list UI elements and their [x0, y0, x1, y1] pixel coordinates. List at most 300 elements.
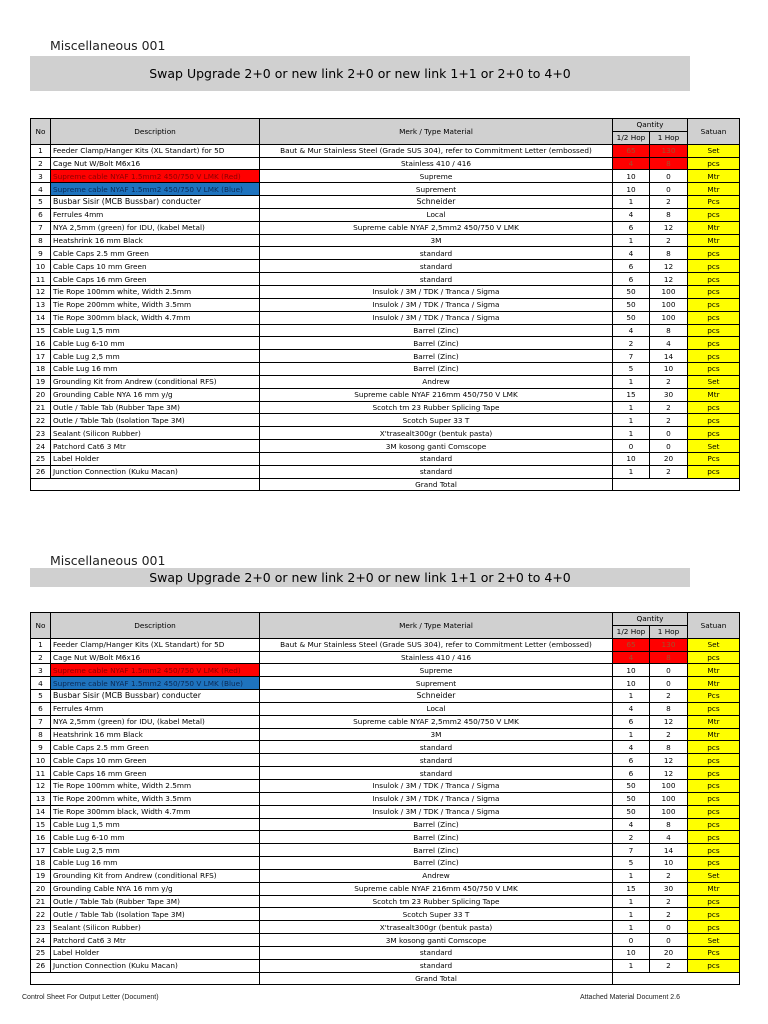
row-unit: Set: [688, 144, 740, 157]
row-qty-one-hop: 10: [650, 857, 688, 870]
row-no: 8: [31, 234, 51, 247]
row-no: 21: [31, 895, 51, 908]
row-merk: Insulok / 3M / TDK / Tranca / Sigma: [260, 311, 613, 324]
row-qty-half-hop: 6: [613, 221, 650, 234]
row-description: Busbar Sisir (MCB Bussbar) conducter: [51, 690, 260, 703]
row-description: Busbar Sisir (MCB Bussbar) conducter: [51, 196, 260, 209]
row-qty-one-hop: 130: [650, 144, 688, 157]
row-no: 25: [31, 452, 51, 465]
row-no: 9: [31, 247, 51, 260]
row-description: Cable Lug 2,5 mm: [51, 844, 260, 857]
header-half-hop: 1/2 Hop: [613, 625, 650, 638]
header-unit: Satuan: [688, 613, 740, 639]
row-qty-one-hop: 12: [650, 715, 688, 728]
table-row: [31, 857, 740, 870]
header-merk: Merk / Type Material: [260, 613, 613, 639]
row-qty-half-hop: 4: [613, 247, 650, 260]
grand-total-row: [31, 972, 740, 985]
row-qty-half-hop: 4: [613, 818, 650, 831]
row-description: Grounding Kit from Andrew (conditional RFS): [51, 375, 260, 388]
row-unit: Mtr: [688, 234, 740, 247]
row-no: 26: [31, 465, 51, 478]
row-qty-half-hop: 1: [613, 401, 650, 414]
row-description: Feeder Clamp/Hanger Kits (XL Standart) for 5D: [51, 144, 260, 157]
row-no: 18: [31, 857, 51, 870]
row-no: 7: [31, 221, 51, 234]
row-unit: pcs: [688, 754, 740, 767]
row-unit: pcs: [688, 363, 740, 376]
table-row: [31, 651, 740, 664]
row-no: 19: [31, 375, 51, 388]
row-merk: Schneider: [260, 690, 613, 703]
row-merk: Scotch Super 33 T: [260, 414, 613, 427]
row-qty-one-hop: 8: [650, 741, 688, 754]
table-row: [31, 363, 740, 376]
table-row: [31, 401, 740, 414]
row-description: Heatshrink 16 mm Black: [51, 728, 260, 741]
table-row: [31, 767, 740, 780]
table-row: [31, 959, 740, 972]
table-row: [31, 375, 740, 388]
table-row: [31, 465, 740, 478]
row-unit: pcs: [688, 651, 740, 664]
table-row: [31, 946, 740, 959]
row-qty-one-hop: 8: [650, 324, 688, 337]
row-qty-half-hop: 6: [613, 260, 650, 273]
table-row: [31, 805, 740, 818]
row-qty-half-hop: 50: [613, 285, 650, 298]
row-qty-half-hop: 4: [613, 651, 650, 664]
row-description: NYA 2,5mm (green) for IDU, (kabel Metal): [51, 221, 260, 234]
row-qty-one-hop: 8: [650, 208, 688, 221]
row-unit: pcs: [688, 702, 740, 715]
header-unit: Satuan: [688, 119, 740, 145]
row-qty-one-hop: 0: [650, 934, 688, 947]
row-description: Grounding Cable NYA 16 mm y/g: [51, 388, 260, 401]
row-unit: pcs: [688, 792, 740, 805]
header-merk: Merk / Type Material: [260, 119, 613, 145]
table-row: [31, 337, 740, 350]
row-merk: standard: [260, 754, 613, 767]
row-merk: standard: [260, 273, 613, 286]
row-unit: pcs: [688, 337, 740, 350]
row-qty-one-hop: 0: [650, 183, 688, 196]
row-description: Patchord Cat6 3 Mtr: [51, 934, 260, 947]
row-qty-half-hop: 1: [613, 869, 650, 882]
grand-total-row: [31, 478, 740, 491]
row-unit: pcs: [688, 285, 740, 298]
row-description: Cable Caps 10 mm Green: [51, 260, 260, 273]
row-qty-half-hop: 50: [613, 298, 650, 311]
row-qty-one-hop: 12: [650, 260, 688, 273]
row-unit: pcs: [688, 311, 740, 324]
table-row: [31, 638, 740, 651]
row-description: Junction Connection (Kuku Macan): [51, 959, 260, 972]
row-merk: Insulok / 3M / TDK / Tranca / Sigma: [260, 298, 613, 311]
table-row: [31, 818, 740, 831]
table-row: [31, 702, 740, 715]
row-no: 16: [31, 831, 51, 844]
table-row: [31, 882, 740, 895]
row-no: 22: [31, 414, 51, 427]
row-qty-one-hop: 0: [650, 427, 688, 440]
row-no: 13: [31, 792, 51, 805]
grand-total-value: [613, 478, 740, 491]
row-qty-half-hop: 0: [613, 440, 650, 453]
table-row: [31, 350, 740, 363]
row-unit: Mtr: [688, 715, 740, 728]
row-no: 19: [31, 869, 51, 882]
row-unit: pcs: [688, 921, 740, 934]
row-description: NYA 2,5mm (green) for IDU, (kabel Metal): [51, 715, 260, 728]
row-qty-half-hop: 6: [613, 767, 650, 780]
row-unit: pcs: [688, 208, 740, 221]
row-qty-half-hop: 4: [613, 157, 650, 170]
row-unit: Mtr: [688, 221, 740, 234]
row-qty-half-hop: 6: [613, 273, 650, 286]
row-description: Junction Connection (Kuku Macan): [51, 465, 260, 478]
row-merk: Insulok / 3M / TDK / Tranca / Sigma: [260, 805, 613, 818]
row-qty-one-hop: 10: [650, 363, 688, 376]
row-qty-half-hop: 1: [613, 196, 650, 209]
row-no: 18: [31, 363, 51, 376]
row-merk: Local: [260, 702, 613, 715]
row-qty-half-hop: 1: [613, 908, 650, 921]
row-description: Supreme cable NYAF 1.5mm2 450/750 V LMK (Red): [51, 170, 260, 183]
row-qty-one-hop: 2: [650, 728, 688, 741]
row-no: 17: [31, 350, 51, 363]
row-unit: pcs: [688, 324, 740, 337]
row-qty-half-hop: 6: [613, 754, 650, 767]
row-qty-one-hop: 2: [650, 414, 688, 427]
row-qty-one-hop: 2: [650, 895, 688, 908]
row-unit: pcs: [688, 959, 740, 972]
row-qty-half-hop: 4: [613, 208, 650, 221]
row-unit: pcs: [688, 908, 740, 921]
row-unit: pcs: [688, 767, 740, 780]
row-description: Cable Caps 16 mm Green: [51, 767, 260, 780]
materials-table: [30, 612, 740, 985]
row-merk: Suprement: [260, 677, 613, 690]
row-qty-half-hop: 50: [613, 792, 650, 805]
row-no: 6: [31, 208, 51, 221]
row-description: Tie Rope 100mm white, Width 2.5mm: [51, 285, 260, 298]
row-merk: Supreme cable NYAF 216mm 450/750 V LMK: [260, 388, 613, 401]
row-no: 13: [31, 298, 51, 311]
row-merk: Insulok / 3M / TDK / Tranca / Sigma: [260, 792, 613, 805]
row-merk: Scotch Super 33 T: [260, 908, 613, 921]
row-qty-half-hop: 7: [613, 350, 650, 363]
row-description: Outle / Table Tab (Isolation Tape 3M): [51, 414, 260, 427]
row-unit: Mtr: [688, 170, 740, 183]
row-no: 20: [31, 388, 51, 401]
row-description: Outle / Table Tab (Rubber Tape 3M): [51, 401, 260, 414]
row-qty-half-hop: 1: [613, 465, 650, 478]
table-row: [31, 690, 740, 703]
row-no: 10: [31, 260, 51, 273]
row-qty-one-hop: 20: [650, 452, 688, 465]
row-qty-half-hop: 1: [613, 959, 650, 972]
row-qty-half-hop: 10: [613, 170, 650, 183]
row-merk: standard: [260, 247, 613, 260]
row-qty-one-hop: 14: [650, 844, 688, 857]
row-description: Cable Caps 10 mm Green: [51, 754, 260, 767]
banner-title: Swap Upgrade 2+0 or new link 2+0 or new link 1+1 or 2+0 to 4+0: [30, 568, 690, 587]
table-row: [31, 273, 740, 286]
row-qty-half-hop: 1: [613, 234, 650, 247]
row-no: 21: [31, 401, 51, 414]
row-merk: Local: [260, 208, 613, 221]
row-no: 1: [31, 144, 51, 157]
row-no: 15: [31, 324, 51, 337]
row-description: Cable Lug 1,5 mm: [51, 324, 260, 337]
row-qty-half-hop: 10: [613, 452, 650, 465]
row-qty-one-hop: 4: [650, 337, 688, 350]
table-row: [31, 247, 740, 260]
row-description: Ferrules 4mm: [51, 702, 260, 715]
row-no: 12: [31, 285, 51, 298]
row-qty-half-hop: 2: [613, 337, 650, 350]
row-qty-one-hop: 100: [650, 311, 688, 324]
materials-table: [30, 118, 740, 491]
table-row: [31, 440, 740, 453]
row-description: Cable Lug 6-10 mm: [51, 337, 260, 350]
grand-total-spacer: [31, 972, 260, 985]
row-merk: standard: [260, 767, 613, 780]
row-qty-half-hop: 7: [613, 844, 650, 857]
row-merk: Baut & Mur Stainless Steel (Grade SUS 304), refer to Commitment Letter (embossed): [260, 638, 613, 651]
row-qty-one-hop: 2: [650, 401, 688, 414]
table-body: [31, 638, 740, 985]
row-qty-half-hop: 50: [613, 805, 650, 818]
row-merk: Insulok / 3M / TDK / Tranca / Sigma: [260, 779, 613, 792]
table-row: [31, 831, 740, 844]
row-unit: pcs: [688, 857, 740, 870]
row-merk: Insulok / 3M / TDK / Tranca / Sigma: [260, 285, 613, 298]
row-unit: pcs: [688, 427, 740, 440]
row-merk: Stainless 410 / 416: [260, 157, 613, 170]
row-unit: pcs: [688, 805, 740, 818]
row-merk: Barrel (Zinc): [260, 324, 613, 337]
table-row: [31, 170, 740, 183]
row-qty-one-hop: 8: [650, 157, 688, 170]
header-quantity: Qantity: [613, 119, 688, 132]
row-no: 12: [31, 779, 51, 792]
row-qty-one-hop: 30: [650, 388, 688, 401]
row-qty-one-hop: 8: [650, 651, 688, 664]
row-description: Cable Caps 16 mm Green: [51, 273, 260, 286]
row-unit: Mtr: [688, 388, 740, 401]
row-qty-one-hop: 8: [650, 247, 688, 260]
row-qty-half-hop: 5: [613, 857, 650, 870]
row-qty-half-hop: 2: [613, 831, 650, 844]
row-merk: Supreme cable NYAF 216mm 450/750 V LMK: [260, 882, 613, 895]
table-row: [31, 754, 740, 767]
row-no: 16: [31, 337, 51, 350]
row-description: Sealant (Silicon Rubber): [51, 921, 260, 934]
row-unit: pcs: [688, 831, 740, 844]
row-unit: Mtr: [688, 183, 740, 196]
row-merk: Barrel (Zinc): [260, 337, 613, 350]
row-no: 25: [31, 946, 51, 959]
header-description: Description: [51, 119, 260, 145]
table-row: [31, 664, 740, 677]
row-merk: 3M: [260, 728, 613, 741]
row-unit: Set: [688, 375, 740, 388]
row-unit: pcs: [688, 350, 740, 363]
row-description: Label Holder: [51, 946, 260, 959]
row-qty-one-hop: 2: [650, 375, 688, 388]
table-row: [31, 895, 740, 908]
row-qty-half-hop: 15: [613, 388, 650, 401]
row-description: Tie Rope 300mm black, Width 4.7mm: [51, 311, 260, 324]
row-merk: Barrel (Zinc): [260, 857, 613, 870]
row-description: Sealant (Silicon Rubber): [51, 427, 260, 440]
row-merk: Andrew: [260, 869, 613, 882]
row-description: Cable Caps 2.5 mm Green: [51, 247, 260, 260]
row-no: 2: [31, 651, 51, 664]
row-qty-one-hop: 0: [650, 170, 688, 183]
row-description: Cage Nut W/Bolt M6x16: [51, 651, 260, 664]
row-qty-one-hop: 100: [650, 805, 688, 818]
row-merk: standard: [260, 465, 613, 478]
row-qty-one-hop: 2: [650, 465, 688, 478]
row-unit: Pcs: [688, 946, 740, 959]
row-qty-one-hop: 0: [650, 664, 688, 677]
row-description: Cable Lug 16 mm: [51, 363, 260, 376]
table-body: [31, 144, 740, 491]
row-merk: Barrel (Zinc): [260, 363, 613, 376]
row-merk: Scotch tm 23 Rubber Splicing Tape: [260, 895, 613, 908]
table-row: [31, 728, 740, 741]
section-title: Miscellaneous 001: [50, 38, 166, 53]
row-description: Heatshrink 16 mm Black: [51, 234, 260, 247]
table-row: [31, 452, 740, 465]
row-description: Tie Rope 300mm black, Width 4.7mm: [51, 805, 260, 818]
table-row: [31, 779, 740, 792]
row-description: Grounding Kit from Andrew (conditional RFS): [51, 869, 260, 882]
row-unit: Pcs: [688, 452, 740, 465]
row-description: Tie Rope 200mm white, Width 3.5mm: [51, 298, 260, 311]
row-unit: Mtr: [688, 728, 740, 741]
row-qty-half-hop: 0: [613, 934, 650, 947]
row-merk: Supreme: [260, 664, 613, 677]
row-no: 2: [31, 157, 51, 170]
row-qty-one-hop: 14: [650, 350, 688, 363]
row-no: 23: [31, 427, 51, 440]
row-merk: 3M: [260, 234, 613, 247]
row-no: 24: [31, 440, 51, 453]
table-row: [31, 427, 740, 440]
table-row: [31, 208, 740, 221]
row-qty-one-hop: 4: [650, 831, 688, 844]
table-row: [31, 792, 740, 805]
row-unit: pcs: [688, 273, 740, 286]
row-merk: standard: [260, 741, 613, 754]
header-no: No: [31, 613, 51, 639]
row-no: 24: [31, 934, 51, 947]
header-half-hop: 1/2 Hop: [613, 131, 650, 144]
row-no: 20: [31, 882, 51, 895]
row-unit: Mtr: [688, 677, 740, 690]
table-row: [31, 196, 740, 209]
row-unit: Set: [688, 934, 740, 947]
row-qty-one-hop: 8: [650, 818, 688, 831]
row-qty-half-hop: 4: [613, 324, 650, 337]
row-unit: pcs: [688, 895, 740, 908]
row-qty-one-hop: 0: [650, 677, 688, 690]
row-unit: Pcs: [688, 196, 740, 209]
row-description: Ferrules 4mm: [51, 208, 260, 221]
row-unit: Mtr: [688, 664, 740, 677]
row-qty-half-hop: 65: [613, 144, 650, 157]
row-unit: pcs: [688, 157, 740, 170]
row-description: Supreme cable NYAF 1.5mm2 450/750 V LMK (Blue): [51, 183, 260, 196]
table-row: [31, 324, 740, 337]
row-description: Patchord Cat6 3 Mtr: [51, 440, 260, 453]
row-qty-half-hop: 1: [613, 921, 650, 934]
row-merk: Suprement: [260, 183, 613, 196]
row-unit: Set: [688, 638, 740, 651]
row-qty-half-hop: 65: [613, 638, 650, 651]
header-one-hop: 1 Hop: [650, 625, 688, 638]
table-row: [31, 234, 740, 247]
header-no: No: [31, 119, 51, 145]
row-qty-half-hop: 4: [613, 702, 650, 715]
row-description: Tie Rope 200mm white, Width 3.5mm: [51, 792, 260, 805]
row-description: Cable Lug 1,5 mm: [51, 818, 260, 831]
row-merk: Baut & Mur Stainless Steel (Grade SUS 304), refer to Commitment Letter (embossed): [260, 144, 613, 157]
row-merk: 3M kosong ganti Comscope: [260, 440, 613, 453]
row-merk: Supreme cable NYAF 2,5mm2 450/750 V LMK: [260, 715, 613, 728]
row-description: Outle / Table Tab (Rubber Tape 3M): [51, 895, 260, 908]
row-unit: pcs: [688, 779, 740, 792]
row-qty-half-hop: 5: [613, 363, 650, 376]
row-unit: pcs: [688, 260, 740, 273]
table-row: [31, 157, 740, 170]
table-row: [31, 144, 740, 157]
row-qty-one-hop: 12: [650, 221, 688, 234]
row-description: Outle / Table Tab (Isolation Tape 3M): [51, 908, 260, 921]
row-unit: Pcs: [688, 690, 740, 703]
row-unit: pcs: [688, 414, 740, 427]
row-qty-half-hop: 1: [613, 427, 650, 440]
table-row: [31, 298, 740, 311]
row-qty-one-hop: 2: [650, 908, 688, 921]
row-qty-one-hop: 0: [650, 921, 688, 934]
header-quantity: Qantity: [613, 613, 688, 626]
row-merk: Supreme: [260, 170, 613, 183]
row-merk: standard: [260, 260, 613, 273]
table-row: [31, 221, 740, 234]
row-merk: Supreme cable NYAF 2,5mm2 450/750 V LMK: [260, 221, 613, 234]
table-row: [31, 908, 740, 921]
row-merk: standard: [260, 959, 613, 972]
row-no: 10: [31, 754, 51, 767]
row-no: 9: [31, 741, 51, 754]
row-qty-half-hop: 1: [613, 690, 650, 703]
row-qty-one-hop: 0: [650, 440, 688, 453]
row-no: 26: [31, 959, 51, 972]
row-unit: pcs: [688, 401, 740, 414]
row-qty-half-hop: 50: [613, 779, 650, 792]
row-merk: Stainless 410 / 416: [260, 651, 613, 664]
row-no: 3: [31, 664, 51, 677]
row-qty-one-hop: 100: [650, 779, 688, 792]
row-qty-one-hop: 30: [650, 882, 688, 895]
table-row: [31, 934, 740, 947]
table-row: [31, 921, 740, 934]
